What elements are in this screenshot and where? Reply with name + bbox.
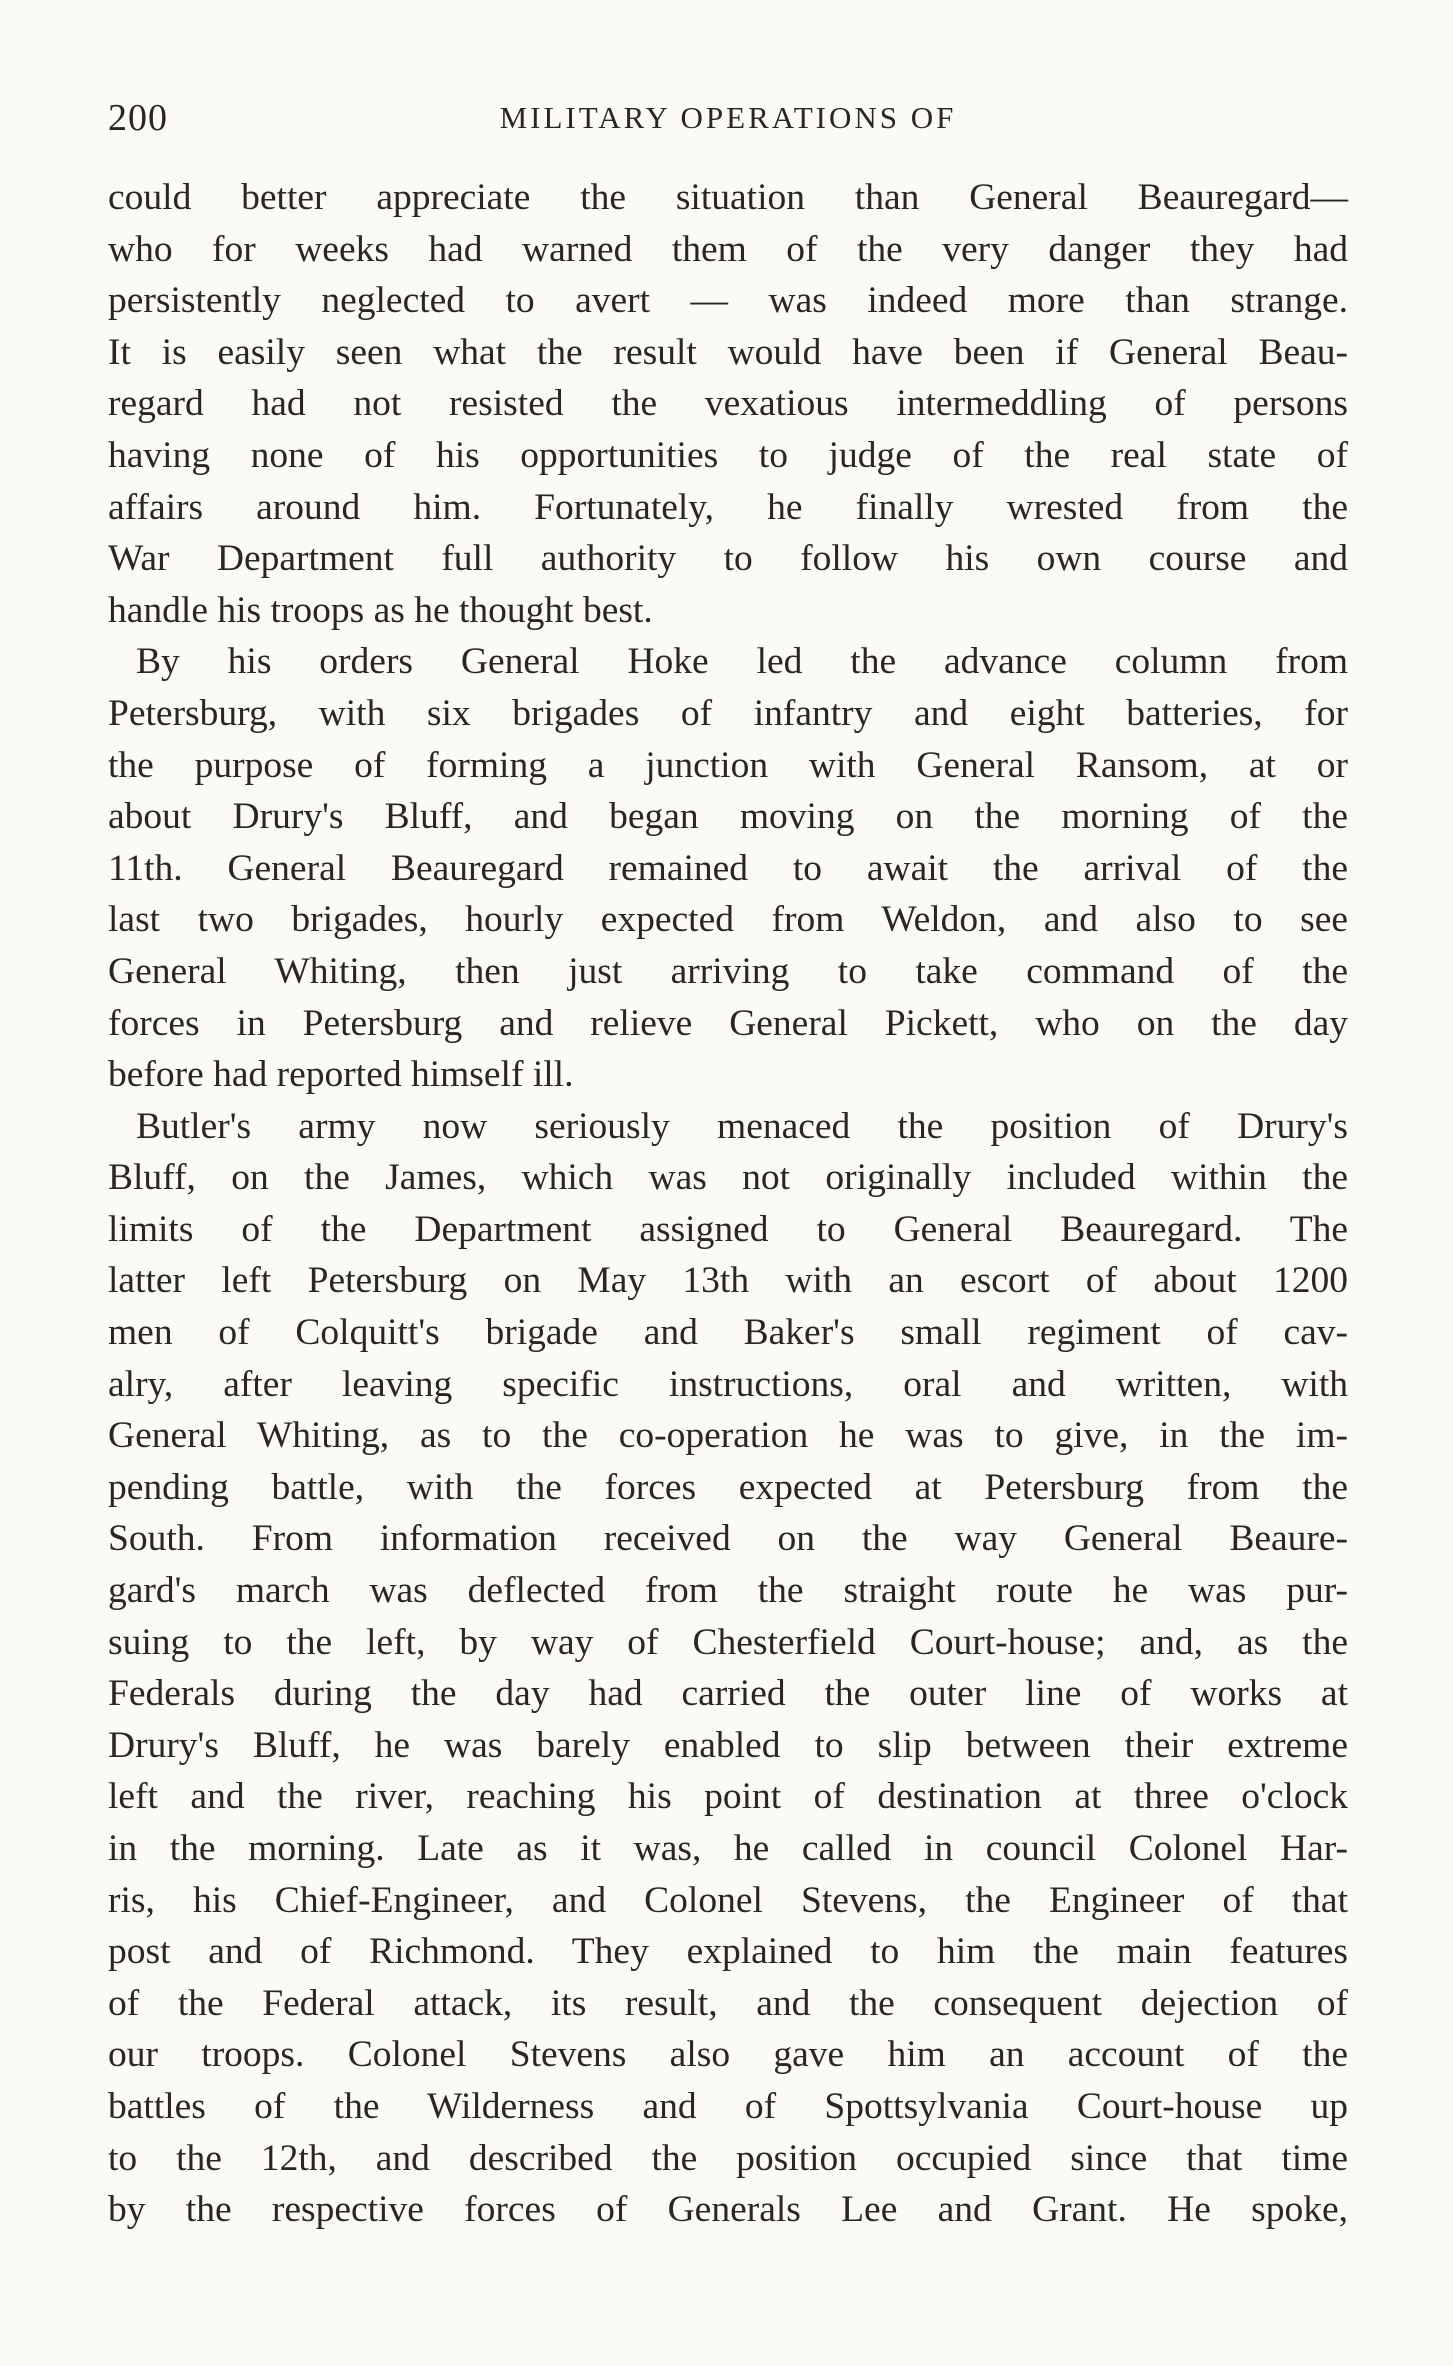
text-line: latter left Petersburg on May 13th with an escort of about 1200 <box>108 1260 1348 1302</box>
text-line: who for weeks had warned them of the very danger they had <box>108 228 1348 270</box>
text-line: post and of Richmond. They explained to him the main features <box>108 1931 1348 1973</box>
text-line: persistently neglected to avert — was indeed more than strange. <box>108 280 1348 322</box>
text-line: to the 12th, and described the position occupied since that time <box>108 2137 1348 2179</box>
text-line: suing to the left, by way of Chesterfield Court-house; and, as the <box>108 1621 1348 1663</box>
text-line: South. From information received on the way General Beaure- <box>108 1518 1348 1560</box>
text-line: battles of the Wilderness and of Spottsylvania Court-house up <box>108 2085 1348 2127</box>
text-line: our troops. Colonel Stevens also gave him an account of the <box>108 2034 1348 2076</box>
text-line: last two brigades, hourly expected from Weldon, and also to see <box>108 899 1348 941</box>
text-line: forces in Petersburg and relieve General Pickett, who on the day <box>108 1002 1348 1044</box>
text-line: before had reported himself ill. <box>108 1054 574 1096</box>
text-line: General Whiting, then just arriving to take command of the <box>108 950 1348 992</box>
text-line: General Whiting, as to the co-operation he was to give, in the im- <box>108 1415 1348 1457</box>
text-line: War Department full authority to follow his own course and <box>108 538 1348 580</box>
text-line: about Drury's Bluff, and began moving on the morning of the <box>108 796 1348 838</box>
text-line: pending battle, with the forces expected at Petersburg from the <box>108 1466 1348 1508</box>
text-line: of the Federal attack, its result, and the consequent dejection of <box>108 1982 1348 2024</box>
text-line: 11th. General Beauregard remained to await the arrival of the <box>108 847 1348 889</box>
text-line: the purpose of forming a junction with General Ransom, at or <box>108 744 1348 786</box>
text-line: ris, his Chief-Engineer, and Colonel Stevens, the Engineer of that <box>108 1879 1348 1921</box>
text-line: Drury's Bluff, he was barely enabled to slip between their extreme <box>108 1724 1348 1766</box>
text-line: regard had not resisted the vexatious intermeddling of persons <box>108 383 1348 425</box>
text-line: handle his troops as he thought best. <box>108 589 653 631</box>
body-text <box>108 172 1348 2236</box>
running-head: MILITARY OPERATIONS OF <box>499 100 957 135</box>
text-line: It is easily seen what the result would have been if General Beau- <box>108 331 1348 373</box>
text-line: having none of his opportunities to judge of the real state of <box>108 434 1348 476</box>
page-header <box>108 96 1348 146</box>
text-line: By his orders General Hoke led the advance column from <box>136 641 1348 683</box>
text-line: in the morning. Late as it was, he called in council Colonel Har- <box>108 1828 1348 1869</box>
page-number: 200 <box>108 97 168 139</box>
text-line: Petersburg, with six brigades of infantry and eight batteries, for <box>108 692 1348 734</box>
text-line: alry, after leaving specific instructions, oral and written, with <box>108 1363 1348 1405</box>
text-line: limits of the Department assigned to General Beauregard. The <box>108 1208 1348 1250</box>
text-line: by the respective forces of Generals Lee and Grant. He spoke, <box>108 2189 1348 2231</box>
text-line: Bluff, on the James, which was not originally included within the <box>108 1157 1348 1199</box>
text-line: left and the river, reaching his point of destination at three o'clock <box>108 1776 1348 1818</box>
paragraph <box>108 636 1348 1100</box>
text-line: gard's march was deflected from the straight route he was pur- <box>108 1570 1348 1612</box>
paragraph <box>108 172 1348 636</box>
paragraph <box>108 1101 1348 2236</box>
text-line: could better appreciate the situation than General Beauregard— <box>108 177 1348 218</box>
text-line: affairs around him. Fortunately, he finally wrested from the <box>108 486 1348 528</box>
text-line: men of Colquitt's brigade and Baker's small regiment of cav- <box>108 1312 1348 1354</box>
text-line: Butler's army now seriously menaced the position of Drury's <box>136 1105 1348 1147</box>
text-line: Federals during the day had carried the outer line of works at <box>108 1673 1348 1715</box>
